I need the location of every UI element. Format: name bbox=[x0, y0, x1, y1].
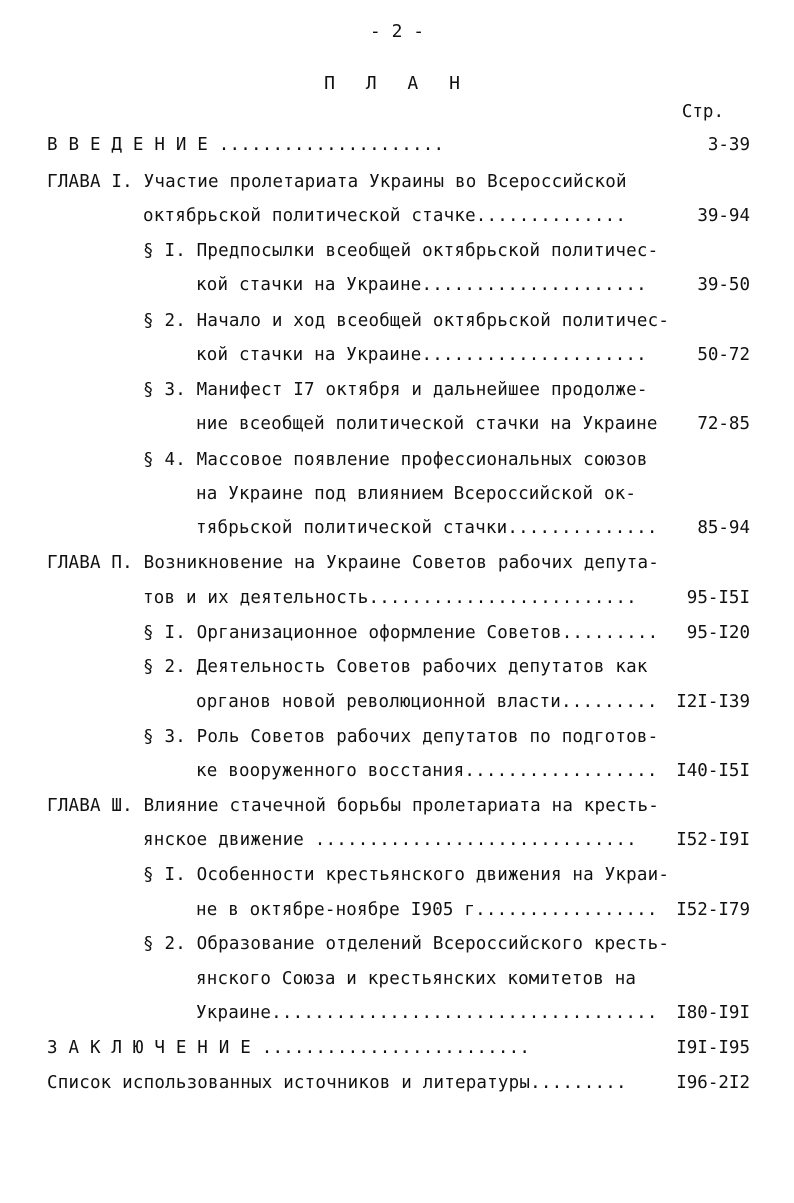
toc-pages-section-2-3: I40-I5I bbox=[676, 761, 750, 781]
toc-section-3-2-line-1: § 2. Образование отделений Всероссийского кресть- bbox=[143, 934, 670, 954]
toc-pages-section-2-2: I2I-I39 bbox=[676, 692, 750, 712]
page-number: - 2 - bbox=[369, 21, 425, 42]
toc-section-1-1-line-2: кой стачки на Украине..................... bbox=[196, 275, 647, 295]
toc-section-2-2-line-1: § 2. Деятельность Советов рабочих депутатов как bbox=[143, 657, 648, 677]
toc-pages-conclusion: I9I-I95 bbox=[676, 1038, 750, 1058]
toc-section-3-1-line-1: § I. Особенности крестьянского движения на Украи- bbox=[143, 865, 670, 885]
toc-pages-bibliography: I96-2I2 bbox=[676, 1073, 750, 1093]
toc-section-3-2-line-2: янского Союза и крестьянских комитетов на bbox=[196, 969, 637, 989]
toc-section-1-4-line-3: тябрьской политической стачки.............. bbox=[196, 518, 658, 538]
toc-entry-bibliography: Список использованных источников и литературы......... bbox=[47, 1073, 627, 1093]
toc-chapter-3-line-1: ГЛАВА Ш. Влияние стачечной борьбы пролетариата на кресть- bbox=[47, 796, 659, 816]
toc-pages-chapter-3: I52-I9I bbox=[676, 830, 750, 850]
toc-pages-introduction: 3-39 bbox=[707, 135, 750, 155]
toc-section-1-2-line-2: кой стачки на Украине..................... bbox=[196, 345, 647, 365]
toc-pages-section-1-1: 39-50 bbox=[697, 275, 750, 295]
toc-pages-section-1-4: 85-94 bbox=[697, 518, 750, 538]
toc-entry-introduction: В В Е Д Е Н И Е ..................... bbox=[47, 135, 445, 155]
toc-section-2-2-line-2: органов новой революционной власти......... bbox=[196, 692, 658, 712]
toc-pages-section-3-1: I52-I79 bbox=[676, 900, 750, 920]
toc-section-1-4-line-1: § 4. Массовое появление профессиональных союзов bbox=[143, 450, 648, 470]
toc-chapter-2-line-2: тов и их деятельность......................... bbox=[143, 588, 637, 608]
toc-pages-section-1-3: 72-85 bbox=[697, 414, 750, 434]
toc-section-2-3-line-2: ке вооруженного восстания.................. bbox=[196, 761, 658, 781]
toc-chapter-3-line-2: янское движение .............................. bbox=[143, 830, 637, 850]
toc-pages-chapter-2: 95-I5I bbox=[686, 588, 750, 608]
toc-chapter-1-line-2: октябрьской политической стачке.............. bbox=[143, 206, 627, 226]
toc-pages-section-2-1: 95-I20 bbox=[686, 623, 750, 643]
page-title: П Л А Н bbox=[324, 73, 470, 94]
toc-section-1-2-line-1: § 2. Начало и ход всеобщей октябрьской политичес- bbox=[143, 311, 670, 331]
toc-section-1-1-line-1: § I. Предпосылки всеобщей октябрьской политичес- bbox=[143, 241, 659, 261]
toc-chapter-1-line-1: ГЛАВА I. Участие пролетариата Украины во Всероссийской bbox=[47, 172, 627, 192]
toc-section-1-3-line-1: § 3. Манифест I7 октября и дальнейшее продолже- bbox=[143, 380, 648, 400]
toc-section-2-3-line-1: § 3. Роль Советов рабочих депутатов по подготов- bbox=[143, 727, 659, 747]
toc-section-3-1-line-2: не в октябре-ноябре I905 г................. bbox=[196, 900, 658, 920]
toc-pages-section-3-2: I80-I9I bbox=[676, 1003, 750, 1023]
toc-pages-section-1-2: 50-72 bbox=[697, 345, 750, 365]
toc-section-3-2-line-3: Украине.................................... bbox=[196, 1003, 658, 1023]
toc-section-1-4-line-2: на Украине под влиянием Всероссийской ок- bbox=[196, 484, 637, 504]
toc-entry-conclusion: З А К Л Ю Ч Е Н И Е ......................... bbox=[47, 1038, 531, 1058]
toc-pages-chapter-1: 39-94 bbox=[697, 206, 750, 226]
pages-column-header: Стр. bbox=[681, 102, 724, 122]
toc-section-2-1: § I. Организационное оформление Советов......... bbox=[143, 623, 659, 643]
toc-chapter-2-line-1: ГЛАВА П. Возникновение на Украине Советов рабочих депута- bbox=[47, 553, 659, 573]
toc-section-1-3-line-2: ние всеобщей политической стачки на Украине bbox=[196, 414, 658, 434]
